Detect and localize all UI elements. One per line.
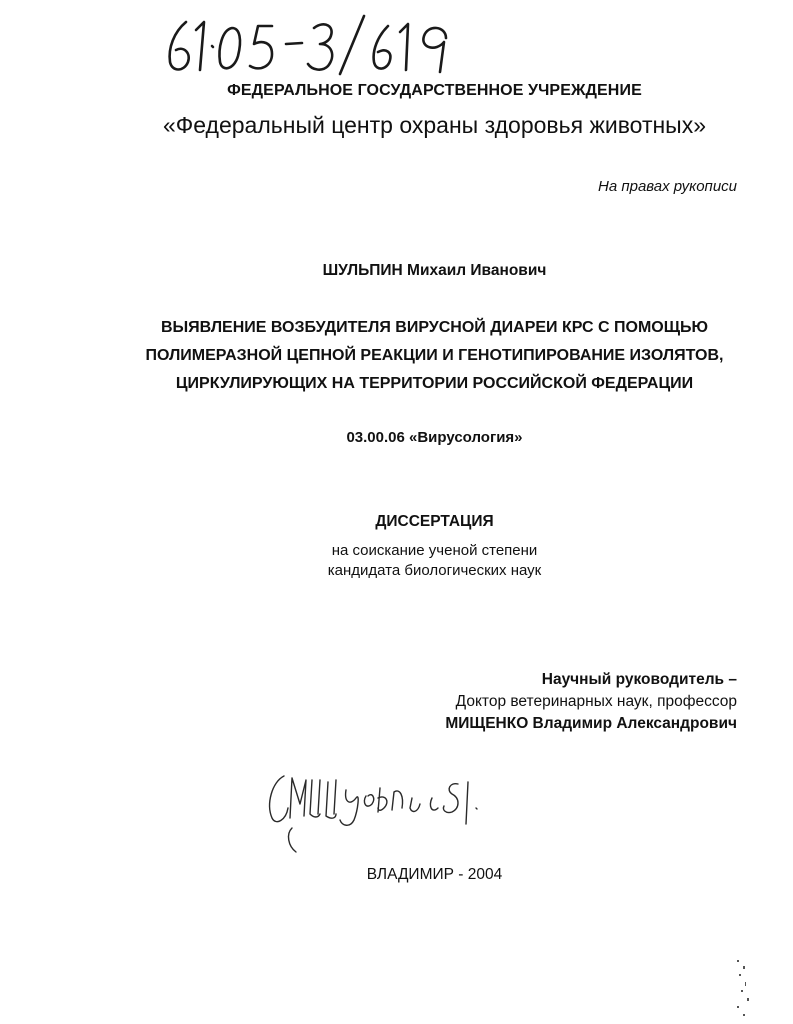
degree-line: на соискание ученой степени <box>331 542 538 559</box>
supervisor-credentials: Доктор ветеринарных наук, профессор <box>455 693 737 710</box>
document-type: ДИССЕРТАЦИЯ <box>375 513 494 530</box>
specialty-code: 03.00.06 «Вирусология» <box>346 429 523 446</box>
title-line: ЦИРКУЛИРУЮЩИХ НА ТЕРРИТОРИИ РОССИЙСКОЙ ФЕДЕРАЦИИ <box>175 375 694 392</box>
city-year: ВЛАДИМИР - 2004 <box>366 866 503 883</box>
title-line: ПОЛИМЕРАЗНОЙ ЦЕПНОЙ РЕАКЦИИ И ГЕНОТИПИРОВАНИЕ ИЗОЛЯТОВ, <box>145 347 724 364</box>
rights-note: На правах рукописи <box>598 178 737 195</box>
title-line: ВЫЯВЛЕНИЕ ВОЗБУДИТЕЛЯ ВИРУСНОЙ ДИАРЕИ КРС С ПОМОЩЬЮ <box>160 319 709 336</box>
institution-type: ФЕДЕРАЛЬНОЕ ГОСУДАРСТВЕННОЕ УЧРЕЖДЕНИЕ <box>227 82 642 99</box>
supervisor-block <box>445 669 737 735</box>
dissertation-title <box>38 314 793 398</box>
author-name: ШУЛЬПИН Михаил Иванович <box>322 262 547 279</box>
supervisor-name: МИЩЕНКО Владимир Александрович <box>445 715 737 732</box>
degree-line: кандидата биологических наук <box>327 562 542 579</box>
institution-name: «Федеральный центр охраны здоровья животных» <box>162 112 706 138</box>
handwritten-archive-code <box>160 8 460 80</box>
degree-sought <box>38 541 793 581</box>
supervisor-role: Научный руководитель – <box>541 671 737 688</box>
author-signature <box>262 768 502 856</box>
scan-artifact-specks <box>723 954 763 1024</box>
